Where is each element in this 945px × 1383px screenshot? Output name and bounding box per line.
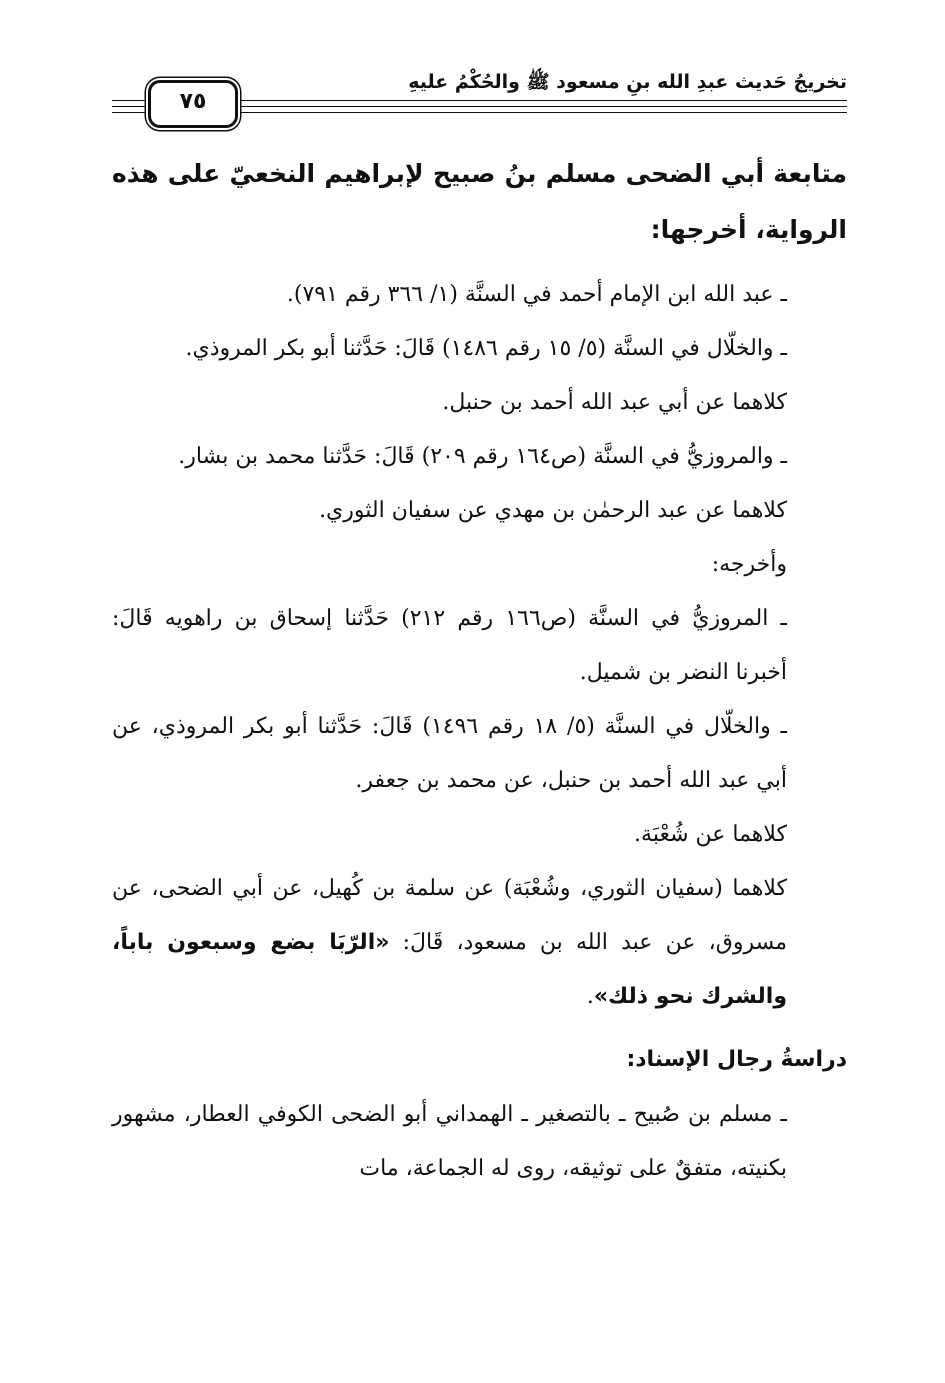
- running-header-title: تخريجُ حَديث عبدِ الله بنِ مسعود ﷺ والحُكْمُ عليهِ: [408, 71, 847, 93]
- paragraph: ـ والمروزيُّ في السنَّة (ص١٦٤ رقم ٢٠٩) قَالَ: حَدَّثنا محمد بن بشار.: [178, 444, 787, 469]
- paragraph: ـ المروزيُّ في السنَّة (ص١٦٦ رقم ٢١٢) حَدَّثنا إسحاق بن راهويه قَالَ: أخبرنا النضر بن شميل.: [112, 606, 787, 685]
- page-number: ٧٥: [179, 89, 207, 114]
- page-number-badge: [148, 80, 238, 128]
- hadith-quote: «الرّبَا بضع وسبعون باباً، والشرك نحو ذلك»: [112, 930, 787, 1009]
- page-body: [112, 146, 847, 1196]
- paragraph: كلاهما عن أبي عبد الله أحمد بن حنبل.: [442, 390, 787, 415]
- paragraph: كلاهما عن عبد الرحمٰن بن مهدي عن سفيان الثوري.: [319, 498, 787, 523]
- paragraph-end: .: [586, 984, 594, 1009]
- paragraph: ـ مسلم بن صُبيح ـ بالتصغير ـ الهمداني أبو الضحى الكوفي العطار، مشهور بكنيته، متفقٌ على توثيقه، روى له الجماعة، مات: [112, 1102, 787, 1181]
- paragraph: ـ والخلّال في السنَّة (٥/ ١٨ رقم ١٤٩٦) قَالَ: حَدَّثنا أبو بكر المروذي، عن أبي عبد الله أحمد بن حنبل، عن محمد بن جعفر.: [112, 714, 787, 793]
- paragraph: ـ عبد الله ابن الإمام أحمد في السنَّة (١/ ٣٦٦ رقم ٧٩١).: [286, 282, 787, 307]
- paragraph: ـ والخلّال في السنَّة (٥/ ١٥ رقم ١٤٨٦) قَالَ: حَدَّثنا أبو بكر المروذي.: [185, 336, 787, 361]
- paragraph: كلاهما عن شُعْبَة.: [634, 822, 787, 847]
- section-heading: متابعة أبي الضحى مسلم بنُ صبيح لإبراهيم النخعيّ على هذه الرواية، أخرجها:: [112, 159, 847, 244]
- subsection-heading: دراسةُ رجال الإسناد:: [626, 1047, 847, 1072]
- isnad-text: كلاهما (سفيان الثوري، وشُعْبَة) عن سلمة بن كُهيل، عن أبي الضحى، عن مسروق، عن عبد الله بن مسعود، قَالَ:: [112, 876, 788, 955]
- hadith-paragraph: [112, 862, 847, 1024]
- paragraph: وأخرجه:: [711, 552, 787, 577]
